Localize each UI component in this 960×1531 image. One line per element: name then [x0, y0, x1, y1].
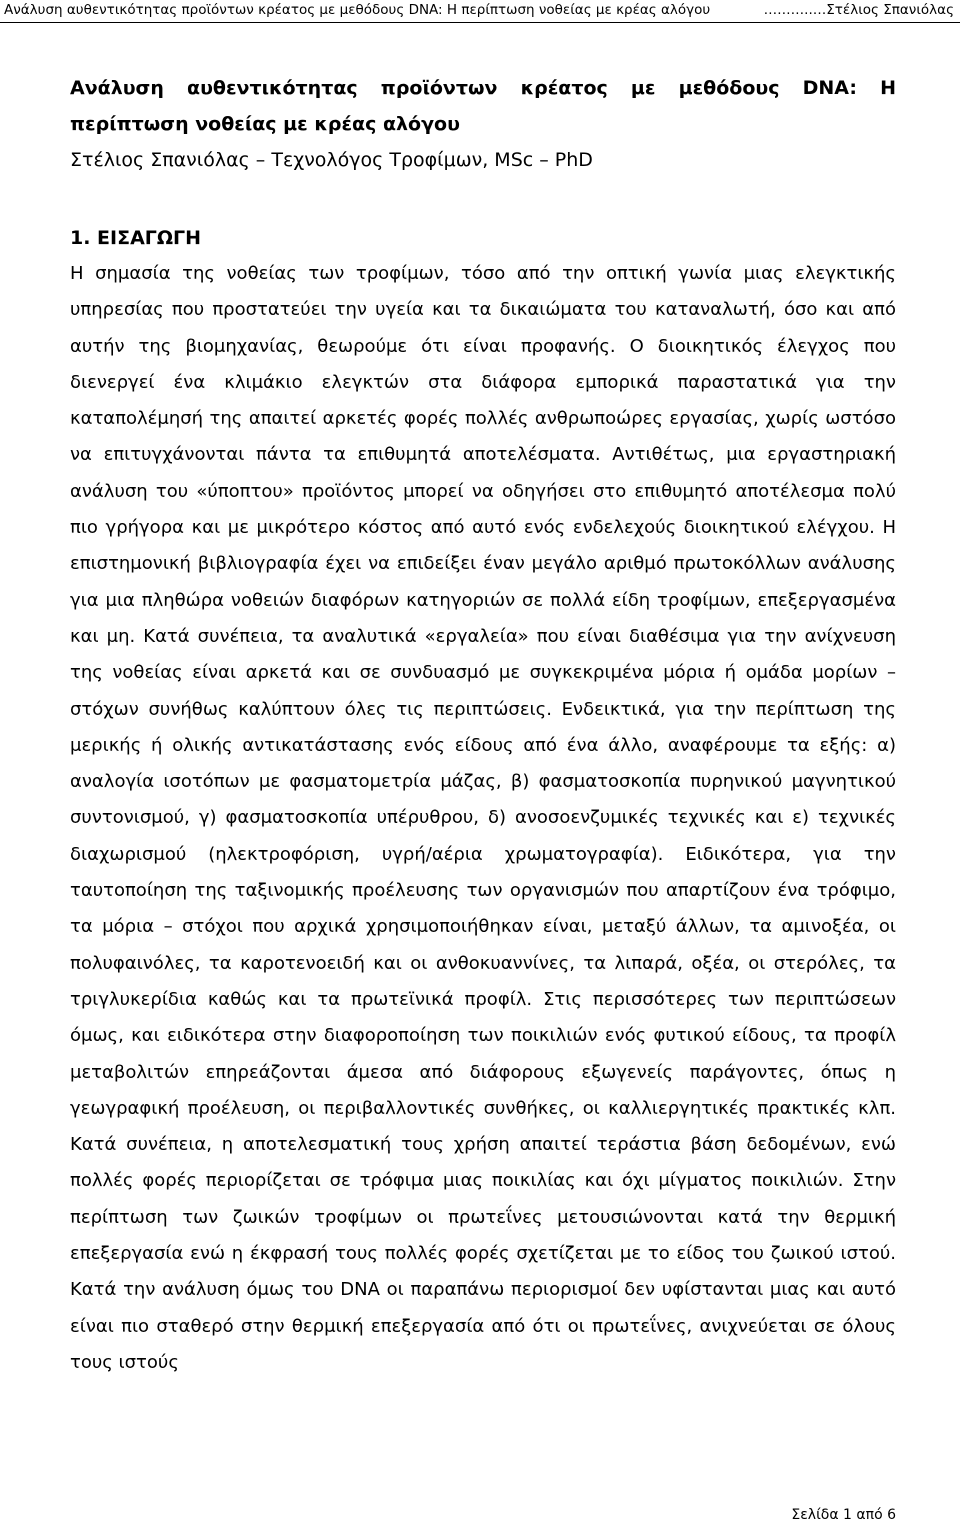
document-title: Ανάλυση αυθεντικότητας προϊόντων κρέατος με μεθόδους DNA: Η περίπτωση νοθείας με κρέας αλόγου — [70, 77, 896, 135]
header-title: Ανάλυση αυθεντικότητας προϊόντων κρέατος με μεθόδους DNA: Η περίπτωση νοθείας με κρέας αλόγου — [4, 2, 711, 18]
section-heading: 1. ΕΙΣΑΓΩΓΗ — [70, 227, 202, 249]
page-number: Σελίδα 1 από 6 — [791, 1507, 896, 1523]
author-line: Στέλιος Σπανιόλας – Τεχνολόγος Τροφίμων, MSc – PhD — [70, 149, 593, 171]
body-paragraph: Η σημασία της νοθείας των τροφίμων, τόσο από την οπτική γωνία μιας ελεγκτικής υπηρεσίας που προστατεύει την υγεία και τα δικαιώματα του καταναλωτή, όσο και από αυτήν της βιομηχανίας, θεωρούμε ότι είναι προφανής. Ο διοικητικός έλεγχος που διενεργεί ένα κλιμάκιο ελεγκτών στα διάφορα εμπορικά παραστατικά για την καταπολέμησή της απαιτεί αρκετές φορές πολλές ανθρωποώρες εργασίας, χωρίς ωστόσο να επιτυγχάνονται πάντα τα επιθυμητά αποτελέσματα. Αντιθέτως, μια εργαστηριακή ανάλυση του «ύποπτου» προϊόντος μπορεί να οδηγήσει στο επιθυμητό αποτέλεσμα πολύ πιο γρήγορα και με μικρότερο κόστος από αυτό ενός ενδελεχούς διοικητικού ελέγχου. Η επιστημονική βιβλιογραφία έχει να επιδείξει έναν μεγάλο αριθμό πρωτοκόλλων ανάλυσης για μια πληθώρα νοθειών διαφόρων κατηγοριών σε πολλά είδη τροφίμων, επεξεργασμένα και μη. Κατά συνέπεια, τα αναλυτικά «εργαλεία» που είναι διαθέσιμα για την ανίχνευση της νοθείας είναι αρκετά και σε συνδυασμό με συγκεκριμένα μόρια ή ομάδα μορίων – στόχων συνήθως καλύπτουν όλες τις περιπτώσεις. Ενδεικτικά, για την περίπτωση της μερικής ή ολικής αντικατάστασης ενός είδους από ένα άλλο, αναφέρουμε τα εξής: α) αναλογία ισοτόπων με φασματομετρία μάζας, β) φασματοσκοπία πυρηνικού μαγνητικού συντονισμού, γ) φασματοσκοπία υπέρυθρου, δ) ανοσοενζυμικές τεχνικές και ε) τεχνικές διαχωρισμού (ηλεκτροφόριση, υγρή/αέρια χρωματογραφία). Ειδικότερα, για την ταυτοποίηση της ταξινομικής προέλευσης των οργανισμών που απαρτίζουν ένα τρόφιμο, τα μόρια – στόχοι που αρχικά χρησιμοποιήθηκαν είναι, μεταξύ άλλων, τα αμινοξέα, οι πολυφαινόλες, τα καροτενοειδή και οι ανθοκυαννίνες, τα λιπαρά, οξέα, οι στερόλες, τα τριγλυκερίδια καθώς και τα πρωτεϊνικά προφίλ. Στις περισσότερες των περιπτώσεων όμως, και ειδικότερα στην διαφοροποίηση των ποικιλιών ενός φυτικού είδους, τα προφίλ μεταβολιτών επηρεάζονται άμεσα από διάφορους εξωγενείς παράγοντες, όπως η γεωγραφική προέλευση, οι περιβαλλοντικές συνθήκες, οι καλλιεργητικές πρακτικές κλπ. Κατά συνέπεια, η αποτελεσματική τους χρήση απαιτεί τεράστια βάση δεδομένων, ενώ πολλές φορές περιορίζεται σε τρόφιμα μιας ποικιλίας και όχι μίγματος ποικιλιών. Στην περίπτωση των ζωικών τροφίμων οι πρωτεΐνες μετουσιώνονται κατά την θερμική επεξεργασία ενώ η έκφρασή τους πολλές φορές σχετίζεται με το είδος του ζωικού ιστού. Κατά την ανάλυση όμως του DNA οι παραπάνω περιορισμοί δεν υφίστανται μιας και αυτό είναι πιο σταθερό στην θερμική επεξεργασία από ότι οι πρωτεΐνες, ανιχνεύεται σε όλους τους ιστούς — [70, 263, 896, 1373]
header-author-block — [762, 0, 954, 20]
header-author-leader: ………..… — [763, 2, 827, 18]
header-author: Στέλιος Σπανιόλας — [826, 2, 954, 18]
document-body — [70, 70, 896, 1381]
running-header — [0, 0, 960, 23]
